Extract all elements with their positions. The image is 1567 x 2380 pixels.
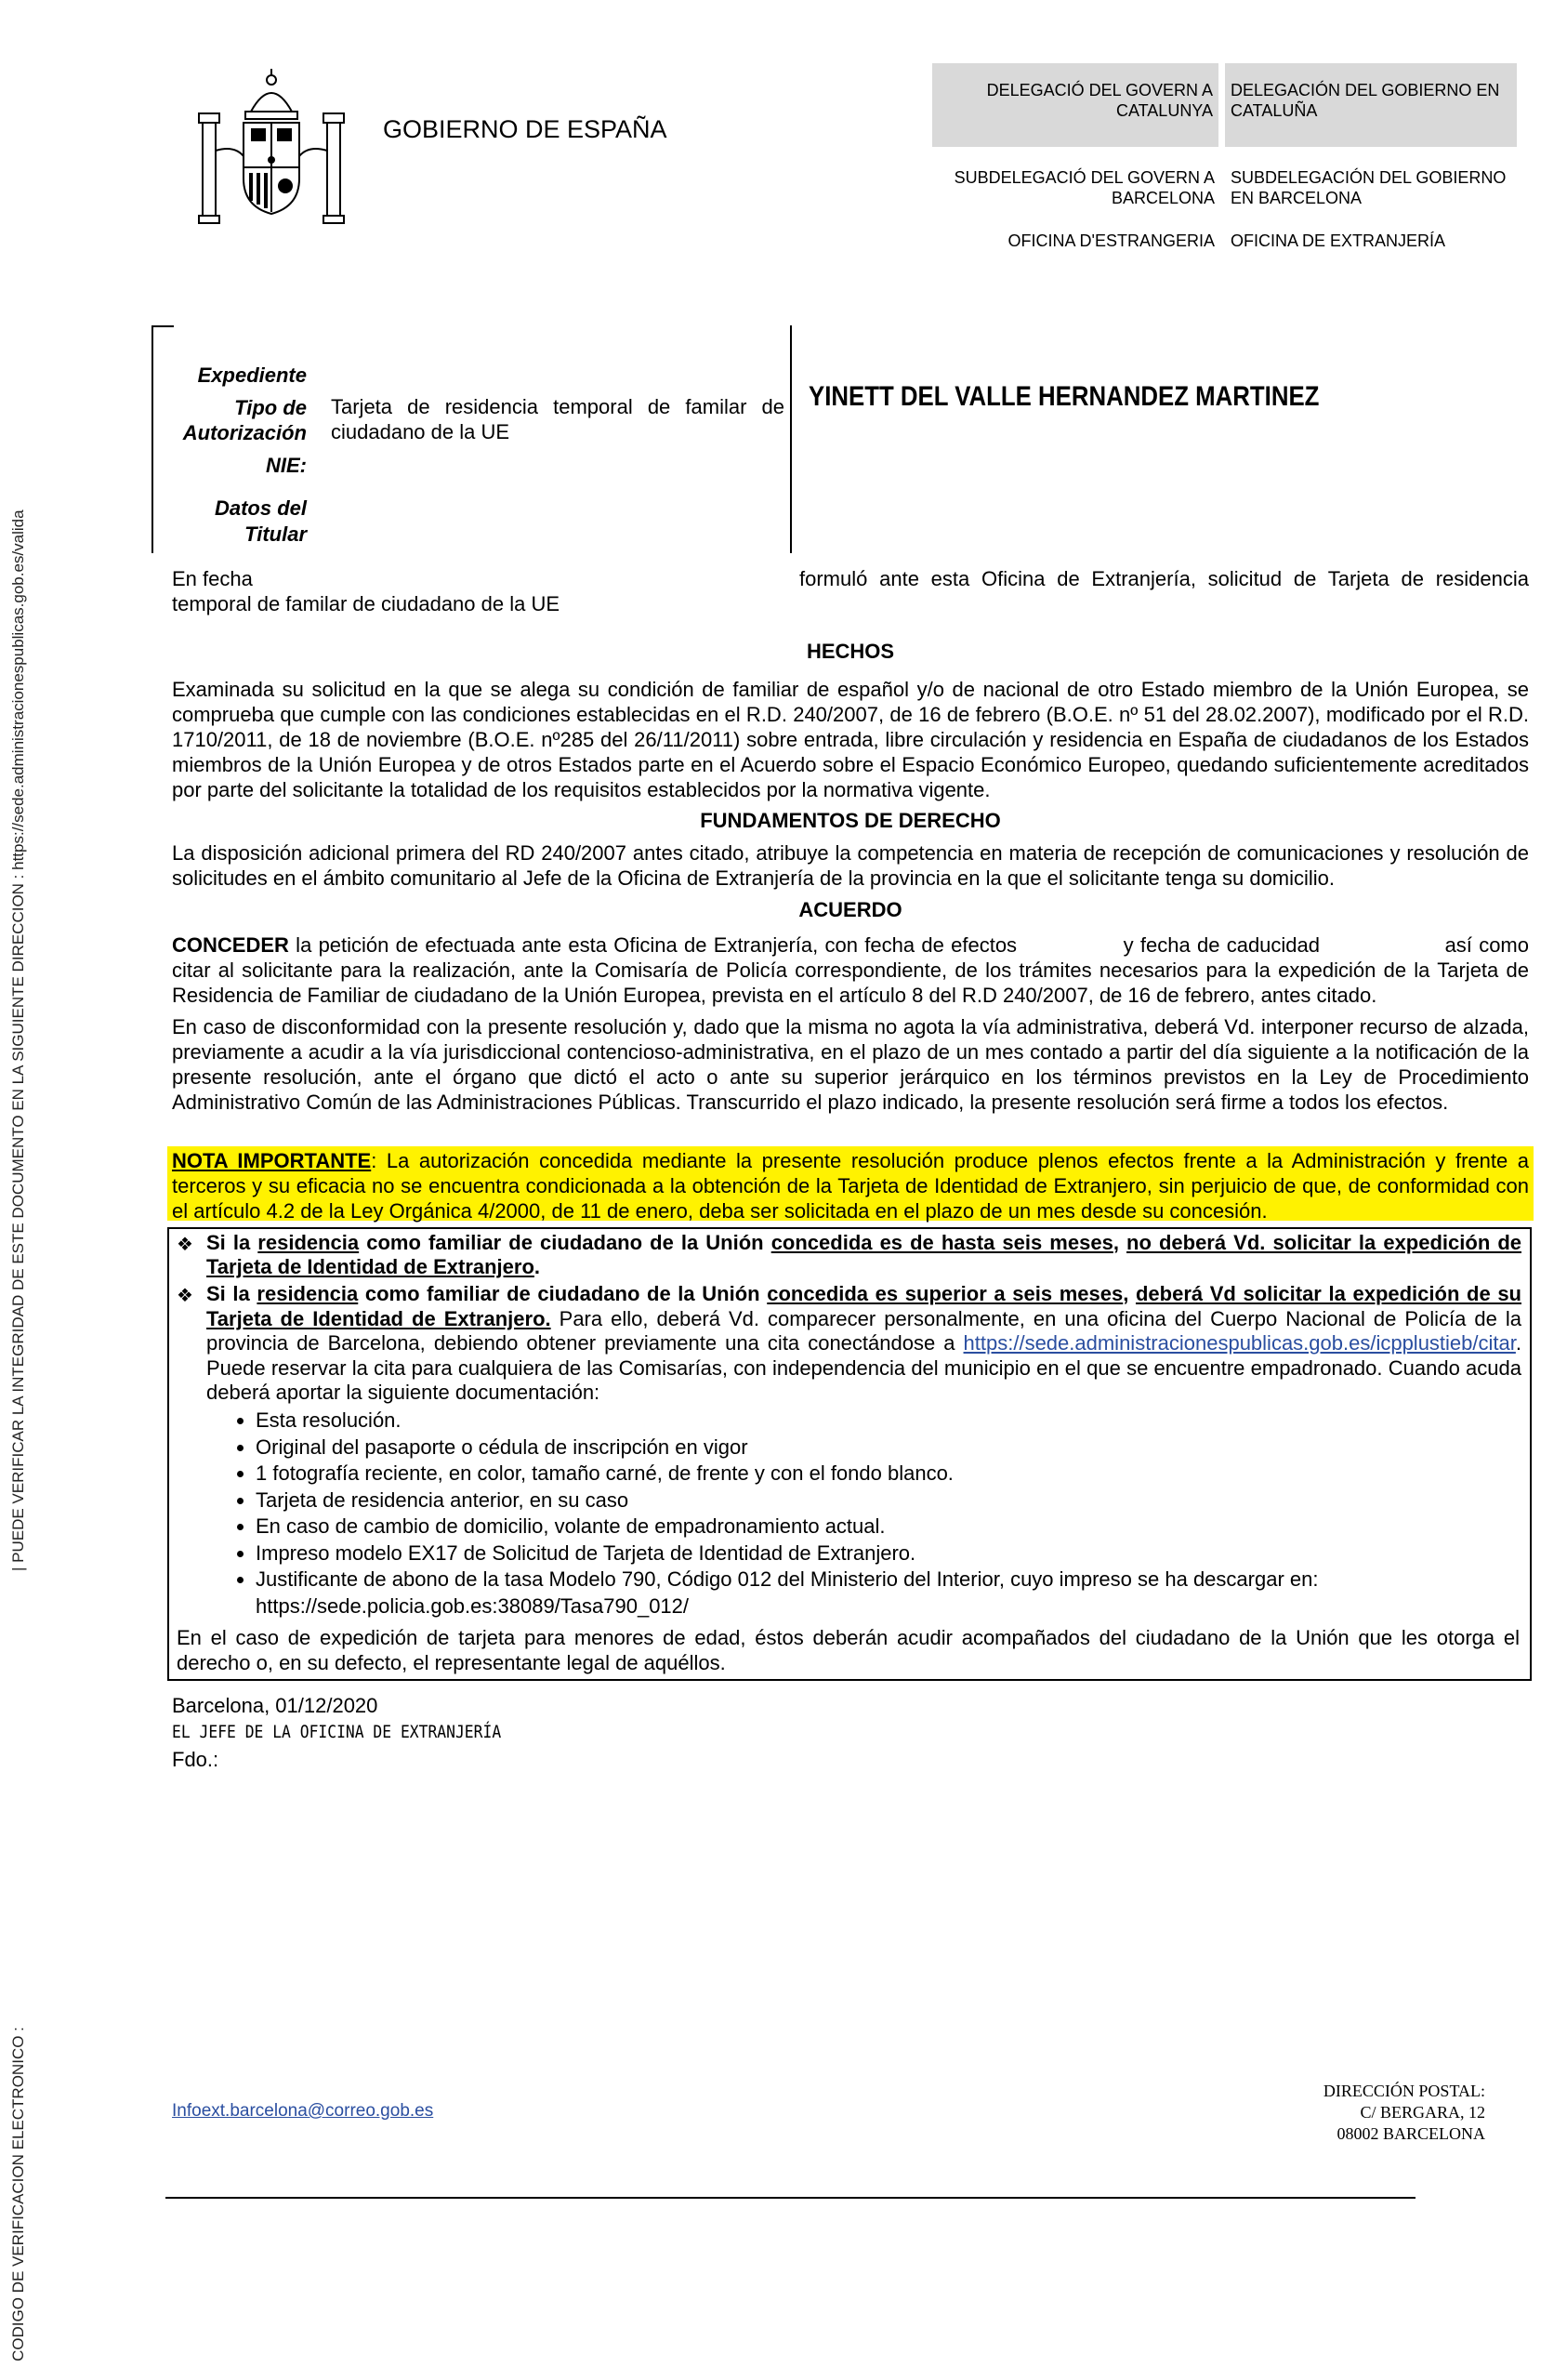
header-subdelegacio-ca: SUBDELEGACIÓ DEL GOVERN A BARCELONA — [954, 168, 1215, 207]
header-subdelegacion-es: SUBDELEGACIÓN DEL GOBIERNO EN BARCELONA — [1231, 168, 1507, 207]
b2-concedida: concedida es superior a seis meses — [767, 1282, 1124, 1305]
jefe-title: EL JEFE DE LA OFICINA DE EXTRANJERÍA — [172, 1722, 502, 1742]
postal-address — [1236, 2081, 1485, 2145]
doc-item: • Impreso modelo EX17 de Solicitud de Tarjeta de Identidad de Extranjero. — [256, 1540, 1524, 1567]
expediente-label: Expediente — [197, 364, 307, 387]
documents-list — [167, 1408, 1524, 1620]
hechos-title: HECHOS — [806, 640, 895, 663]
nota-importante-paragraph — [172, 1148, 1529, 1223]
b1-mid: como familiar de ciudadano de la Unión — [359, 1231, 771, 1254]
header-delegacion-es: DELEGACIÓN DEL GOBIERNO EN CATALUÑA — [1225, 63, 1517, 147]
tipo-autorizacion-value — [331, 394, 784, 444]
conceder-part-b: y fecha de caducidad — [1116, 933, 1327, 957]
place-date: Barcelona, 01/12/2020 — [172, 1694, 378, 1717]
csv-code-text: CODIGO DE VERIFICACION ELECTRONICO : — [9, 2027, 27, 2361]
tipo-autorizacion-label-2: Autorización — [182, 421, 307, 444]
nie-label: NIE: — [266, 454, 307, 477]
conceder-paragraph — [172, 932, 1529, 1008]
box-item-2 — [206, 1282, 1521, 1406]
b1-nodebera: no deberá Vd. solicitar la expedición de Tarjeta de Identidad de Extranjero — [206, 1231, 1522, 1278]
hechos-text: Examinada su solicitud en la que se alega su condición de familiar de español y/o de nacional de otro Estado miembro de la Unión Europea, se comprueba que cumple con las condiciones establecidas en el R.D. 240/2007, de 16 de febrero (B.O.E. nº 51 del 28.02.2007), modificado por el R.D. 1710/2011, de 18 de noviembre (B.O.E. nº285 del 26/11/2011) sobre entrada, libre circulación y residencia en España de ciudadanos de los Estados miembros de la Unión Europea y de otros Estados parte en el Acuerdo sobre el Espacio Económico Europeo, quedando suficientemente acreditados por parte del solicitante la totalidad de los requisitos establecidos por la normativa vigente. — [172, 678, 1529, 801]
doc-item: • Justificante de abono de la tasa Modelo 790, Código 012 del Ministerio del Interior, cuyo impreso se ha descargar en: https://sede.policia.gob.es:38089/Tasa790_012/ — [256, 1567, 1524, 1620]
bullet-1-icon: ❖ — [177, 1235, 193, 1255]
holder-name: YINETT DEL VALLE HERNANDEZ MARTINEZ — [809, 381, 1320, 412]
conceder-part-c: así como citar al solicitante para la realización, ante la Comisaría de Policía correspondiente, de los trámites necesarios para la expedición de la Tarjeta de Residencia de Familiar de ciudadano de la Unión Europea, prevista en el artículo 8 del R.D 240/2007, de 16 de febrero, antes citado. — [172, 933, 1529, 1007]
datos-titular-label-2: Titular — [244, 522, 307, 546]
b2-comma: , — [1123, 1282, 1136, 1305]
b2-mid: como familiar de ciudadano de la Unión — [358, 1282, 768, 1305]
header-oficina-ca: OFICINA D'ESTRANGERIA — [1007, 231, 1215, 250]
b2-debera: deberá Vd solicitar la expedición de su Tarjeta de Identidad de Extranjero. — [206, 1282, 1521, 1330]
field-frame-top-line — [151, 325, 174, 327]
b1-concedida: concedida es de hasta seis meses — [770, 1231, 1113, 1254]
field-frame-divider — [790, 325, 792, 553]
intro-en-fecha: En fecha — [172, 567, 253, 590]
datos-titular-label-1: Datos del — [214, 496, 307, 520]
header-delegacio-ca: DELEGACIÓ DEL GOVERN A CATALUNYA — [932, 63, 1218, 147]
acuerdo-title: ACUERDO — [798, 898, 902, 921]
b1-residencia: residencia — [257, 1231, 360, 1254]
intro-line2: temporal de familar de ciudadano de la UE — [172, 592, 560, 615]
postal-street: C/ BERGARA, 12 — [1360, 2103, 1485, 2122]
nota-importante-label: NOTA IMPORTANTE — [172, 1149, 372, 1172]
intro-formulo: formuló ante esta Oficina de Extranjería, solicitud de Tarjeta de residencia — [799, 567, 1529, 590]
recurso-paragraph: En caso de disconformidad con la presente resolución y, dado que la misma no agota la vía administrativa, deberá Vd. interponer recurso de alzada, previamente a acudir a la vía jurisdiccional contencioso-administrativa, en el plazo de un mes contado a partir del día siguiente a la notificación de la presente resolución, ante el órgano que dictó el acto o ante su superior jerárquico en los términos previstos en la Ley de Procedimiento Administrativo Común de las Administraciones Públicas. Transcurrido el plazo indicado, la presente resolución será firme a todos los efectos. — [172, 1015, 1529, 1114]
nota-importante-text: : La autorización concedida mediante la presente resolución produce plenos efectos frente a la Administración y frente a terceros y su eficacia no se encuentra condicionada a la obtención de la Tarjeta de Identidad de Extranjero, sin perjuicio de que, de conformidad con el artículo 4.2 de la Ley Orgánica 4/2000, de 11 de enero, deba ser solicitada en el plazo de un mes desde su concesión. — [172, 1149, 1529, 1223]
tipo-autorizacion-label-1: Tipo de — [234, 396, 307, 419]
fdo-label: Fdo.: — [172, 1748, 219, 1771]
conceder-part-a: la petición de efectuada ante esta Oficina de Extranjería, con fecha de efectos — [288, 933, 1024, 957]
government-title: GOBIERNO DE ESPAÑA — [383, 115, 667, 143]
cita-link[interactable]: https://sede.administracionespublicas.gob.es/icpplustieb/citar — [963, 1331, 1516, 1355]
conceder-word: CONCEDER — [172, 933, 289, 957]
doc-item: • En caso de cambio de domicilio, volante de empadronamiento actual. — [256, 1514, 1524, 1540]
b1-end: . — [533, 1255, 541, 1278]
b2-residencia: residencia — [257, 1282, 359, 1305]
doc-item: • Esta resolución. — [256, 1408, 1524, 1435]
doc-item: • Original del pasaporte o cédula de inscripción en vigor — [256, 1435, 1524, 1461]
doc-item: • Tarjeta de residencia anterior, en su caso — [256, 1488, 1524, 1514]
menores-paragraph: En el caso de expedición de tarjeta para menores de edad, éstos deberán acudir acompañados del ciudadano de la Unión que les otorga el derecho o, en su defecto, el representante legal de aquéllos. — [177, 1626, 1520, 1674]
tipo-value-line-1: Tarjeta de residencia temporal de familar de — [331, 395, 784, 418]
tipo-value-line-2: ciudadano de la UE — [331, 420, 510, 443]
field-frame-left-line — [151, 325, 153, 553]
coat-of-arms-logo — [197, 67, 346, 230]
b2-rest: Para ello, deberá Vd. comparecer personalmente, en una oficina del Cuerpo Nacional de Policía de la provincia de Barcelona, debiendo obtener previamente una cita conectándose a — [206, 1306, 1521, 1355]
bullet-2-icon: ❖ — [177, 1286, 193, 1306]
postal-title: DIRECCIÓN POSTAL: — [1323, 2082, 1485, 2100]
header-oficina-es: OFICINA DE EXTRANJERÍA — [1231, 231, 1446, 250]
b2-si: Si la — [206, 1282, 257, 1305]
b2-rest2: . Puede reservar la cita para cualquiera de las Comisarías, con independencia del municipio en el que se encuentre empadronado. Cuando acuda deberá aportar la siguiente documentación: — [206, 1331, 1521, 1404]
footer-divider — [165, 2197, 1416, 2199]
doc-item: • 1 fotografía reciente, en color, tamaño carné, de frente y con el fondo blanco. — [256, 1461, 1524, 1488]
verification-url-text: | PUEDE VERIFICAR LA INTEGRIDAD DE ESTE DOCUMENTO EN LA SIGUIENTE DIRECCION : https://sede.administracionespublicas.gob.es/valida — [9, 509, 27, 1571]
contact-email-link[interactable]: Infoext.barcelona@correo.gob.es — [172, 2101, 434, 2121]
b1-comma: , — [1113, 1231, 1126, 1254]
b1-si: Si la — [206, 1231, 258, 1254]
box-item-1 — [206, 1231, 1521, 1279]
fundamentos-text: La disposición adicional primera del RD 240/2007 antes citado, atribuye la competencia en materia de recepción de comunicaciones y resolución de solicitudes en el ámbito comunitario al Jefe de la Oficina de Extranjería de la provincia en la que el solicitante tenga su domicilio. — [172, 841, 1529, 890]
postal-city: 08002 BARCELONA — [1337, 2124, 1485, 2143]
fundamentos-title: FUNDAMENTOS DE DERECHO — [700, 809, 1001, 832]
